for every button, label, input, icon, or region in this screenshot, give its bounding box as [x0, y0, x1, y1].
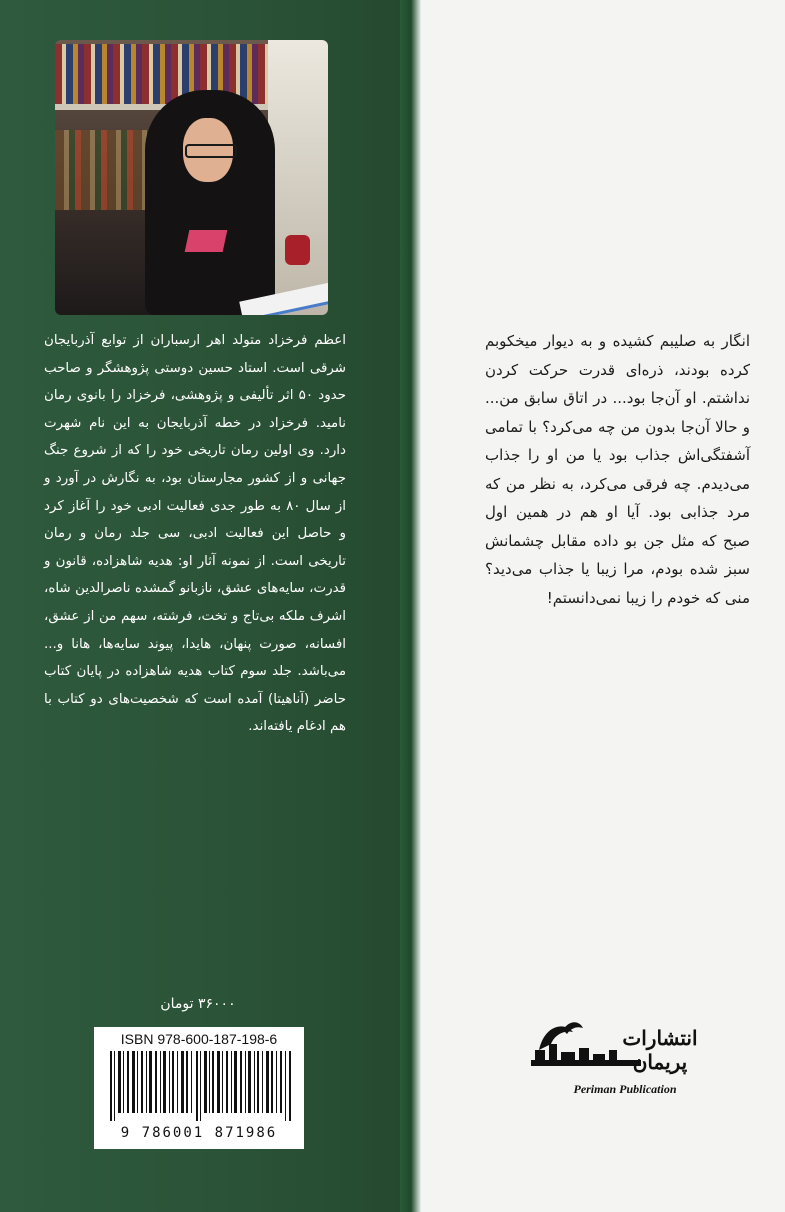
barcode-bars	[108, 1051, 292, 1121]
red-accent	[285, 235, 310, 265]
publisher-name-en: Periman Publication	[573, 1082, 677, 1096]
book-excerpt: انگار به صلیبم کشیده و به دیوار میخکوبم کرده بودند، ذره‌ای قدرت حرکت کردن نداشتم. او آن‌جا بود... در اتاق سابق من... و حالا آن‌جا بدون من چه می‌کرد؟ با تمامی آشفتگی‌اش جذاب بود یا من او را جذاب می‌دیدم. چه فرقی می‌کرد، به نظر من که مرد جذابی بود. آیا او هم در همین اول صبح که مثل جن بو داده مقابل چشمانش سبز شده بودم، مرا زیبا یا جذاب می‌دید؟ منی که خودم را زیبا نمی‌دانستم!	[485, 332, 750, 607]
pink-accent	[185, 230, 228, 252]
spine-edge	[400, 0, 422, 1212]
barcode-digits: 9 786001 871986	[120, 1125, 278, 1141]
wall	[268, 40, 328, 315]
publisher-name-fa: انتشارات پریمان	[622, 1026, 698, 1074]
publisher-logo	[525, 1020, 725, 1110]
author-bio: اعظم فرخزاد متولد اهر ارسباران از توابع آذربایجان شرقی است. استاد حسین دوستی پژوهشگر و صاحب حدود ۵۰ اثر تألیفی و پژوهشی، فرخزاد را بانوی رمان نامید. فرخزاد در خطه آذربایجان به این نام شهرت دارد. وی اولین رمان تاریخی خود را که از شروع جنگ جهانی و از کشور مجارستان بود، به نگارش در آورد و از سال ۸۰ به طور جدی فعالیت ادبی خود را آغاز کرد و حاصل این فعالیت ادبی، سی جلد رمان و رمان تاریخی است. از نمونه آثار او: هدیه شاهزاده، قانون و قدرت، سایه‌های عشق، نازبانو گمشده ناصرالدین شاه، اشرف ملکه بی‌تاج و تخت، فرشته، سهم من از عشق، افسانه، صورت پنهان، هایدا، پیوند سایه‌ها، هانا و... می‌باشد. جلد سوم کتاب هدیه شاهزاده در پایان کتاب حاضر (آناهیتا) آمده است که شخصیت‌های دو کتاب با هم ادغام یافته‌اند.	[44, 333, 346, 735]
author-photo	[55, 40, 328, 315]
price-label: ۳۶۰۰۰ تومان	[160, 996, 236, 1012]
isbn-number: ISBN 978-600-187-198-6	[120, 1031, 278, 1047]
barcode-block	[94, 1027, 304, 1149]
glasses	[185, 144, 237, 158]
